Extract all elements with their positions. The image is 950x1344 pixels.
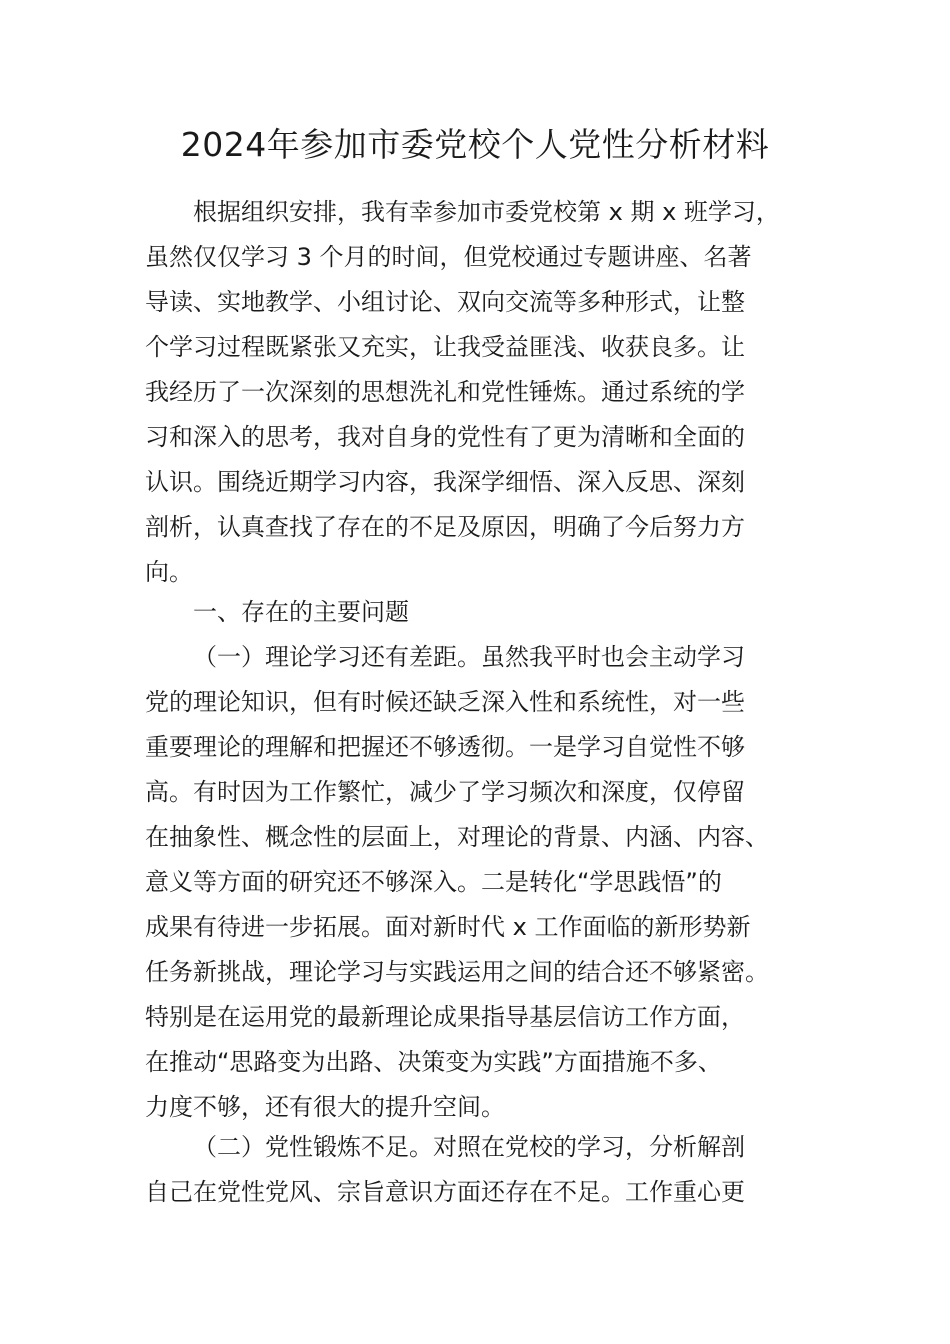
paragraph-line: 特别是在运用党的最新理论成果指导基层信访工作方面， bbox=[145, 1003, 745, 1031]
intro-line: 导读、实地教学、小组讨论、双向交流等多种形式，让整 bbox=[145, 288, 745, 316]
paragraph-line: （一）理论学习还有差距。虽然我平时也会主动学习 bbox=[193, 643, 745, 671]
intro-line: 认识。围绕近期学习内容，我深学细悟、深入反思、深刻 bbox=[145, 468, 745, 496]
intro-line: 向。 bbox=[145, 558, 193, 586]
document-title: 2024年参加市委党校个人党性分析材料 bbox=[180, 125, 770, 164]
intro-line: 习和深入的思考，我对自身的党性有了更为清晰和全面的 bbox=[145, 423, 745, 451]
paragraph-line: 任务新挑战，理论学习与实践运用之间的结合还不够紧密。 bbox=[145, 958, 769, 986]
paragraph-line: 成果有待进一步拓展。面对新时代 x 工作面临的新形势新 bbox=[145, 913, 751, 941]
intro-line: 我经历了一次深刻的思想洗礼和党性锤炼。通过系统的学 bbox=[145, 378, 745, 406]
paragraph-line: 在抽象性、概念性的层面上，对理论的背景、内涵、内容、 bbox=[145, 823, 769, 851]
paragraph-line: 重要理论的理解和把握还不够透彻。一是学习自觉性不够 bbox=[145, 733, 745, 761]
paragraph-line: 力度不够，还有很大的提升空间。 bbox=[145, 1093, 505, 1121]
intro-line: 剖析，认真查找了存在的不足及原因，明确了今后努力方 bbox=[145, 513, 745, 541]
problem-paragraph-1 bbox=[145, 635, 805, 1130]
problem-paragraph-2 bbox=[145, 1125, 805, 1215]
paragraph-line: 意义等方面的研究还不够深入。二是转化“学思践悟”的 bbox=[145, 868, 722, 896]
intro-paragraph bbox=[145, 190, 805, 595]
paragraph-line: 在推动“思路变为出路、决策变为实践”方面措施不多、 bbox=[145, 1048, 722, 1076]
paragraph-line: 高。有时因为工作繁忙，减少了学习频次和深度，仅停留 bbox=[145, 778, 745, 806]
paragraph-line: （二）党性锻炼不足。对照在党校的学习，分析解剖 bbox=[193, 1133, 745, 1161]
section-heading: 一、存在的主要问题 bbox=[193, 598, 409, 626]
section-heading-block bbox=[145, 590, 805, 635]
paragraph-line: 自己在党性党风、宗旨意识方面还存在不足。工作重心更 bbox=[145, 1178, 745, 1206]
intro-line: 根据组织安排，我有幸参加市委党校第 x 期 x 班学习， bbox=[193, 198, 780, 226]
intro-line: 个学习过程既紧张又充实，让我受益匪浅、收获良多。让 bbox=[145, 333, 745, 361]
intro-line: 虽然仅仅学习 3 个月的时间，但党校通过专题讲座、名著 bbox=[145, 243, 752, 271]
paragraph-line: 党的理论知识，但有时候还缺乏深入性和系统性，对一些 bbox=[145, 688, 745, 716]
